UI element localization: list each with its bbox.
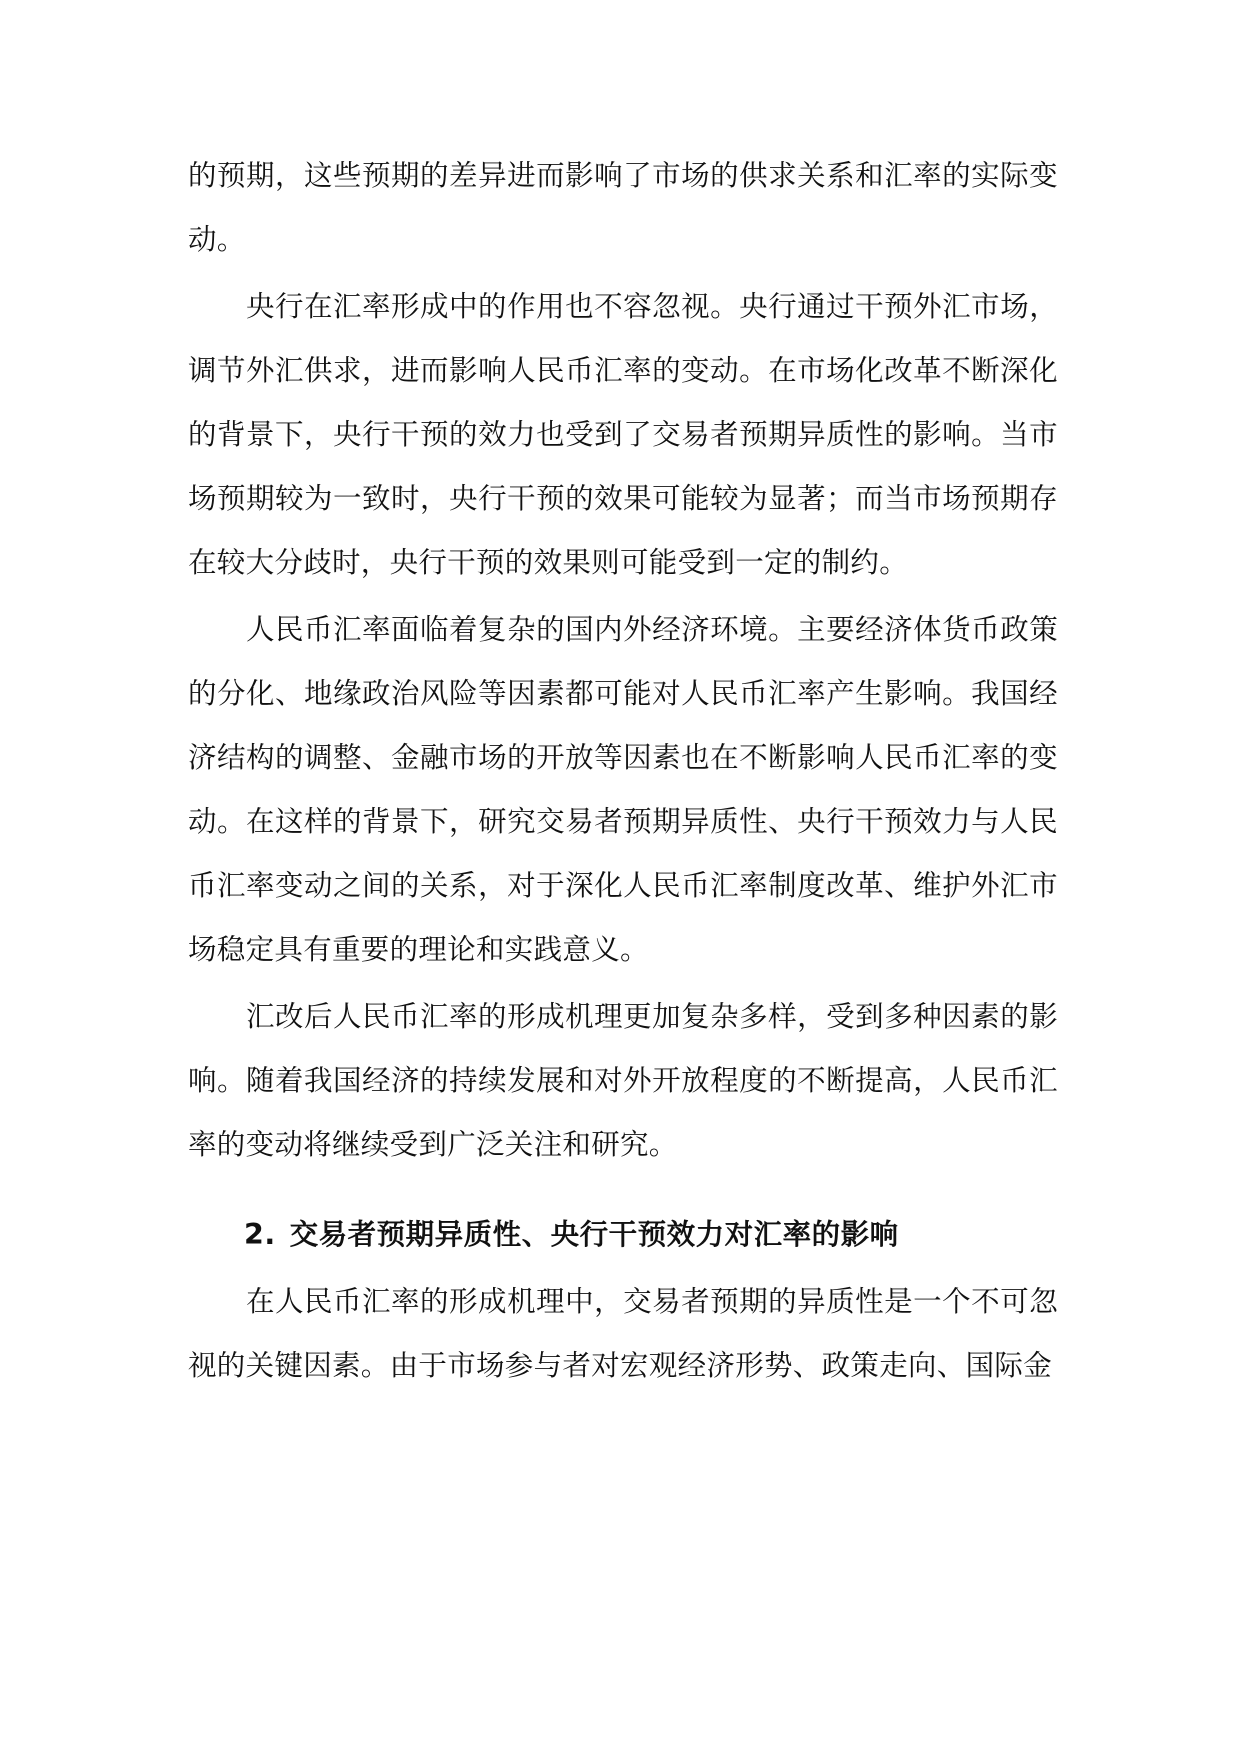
paragraph-economic-environment: 人民币汇率面临着复杂的国内外经济环境。主要经济体货币政策的分化、地缘政治风险等因素都可能对人民币汇率产生影响。我国经济结构的调整、金融市场的开放等因素也在不断影响人民币汇率的变动。在这样的背景下，研究交易者预期异质性、央行干预效力与人民币汇率变动之间的关系，对于深化人民币汇率制度改革、维护外汇市场稳定具有重要的理论和实践意义。: [188, 613, 1058, 966]
paragraph-reform-summary: 汇改后人民币汇率的形成机理更加复杂多样，受到多种因素的影响。随着我国经济的持续发展和对外开放程度的不断提高，人民币汇率的变动将继续受到广泛关注和研究。: [188, 1000, 1058, 1161]
section-number: 2.: [244, 1218, 276, 1251]
paragraph-continued: 的预期，这些预期的差异进而影响了市场的供求关系和汇率的实际变动。: [188, 159, 1058, 256]
paragraph-expectation-heterogeneity: 在人民币汇率的形成机理中，交易者预期的异质性是一个不可忽视的关键因素。由于市场参与者对宏观经济形势、政策走向、国际金: [188, 1285, 1058, 1382]
document-body: [188, 144, 1058, 1401]
section-title: 交易者预期异质性、央行干预效力对汇率的影响: [289, 1218, 899, 1251]
section-heading: [188, 1203, 1058, 1267]
paragraph-central-bank-role: 央行在汇率形成中的作用也不容忽视。央行通过干预外汇市场，调节外汇供求，进而影响人民币汇率的变动。在市场化改革不断深化的背景下，央行干预的效力也受到了交易者预期异质性的影响。当市场预期较为一致时，央行干预的效果可能较为显著；而当市场预期存在较大分歧时，央行干预的效果则可能受到一定的制约。: [188, 290, 1058, 579]
